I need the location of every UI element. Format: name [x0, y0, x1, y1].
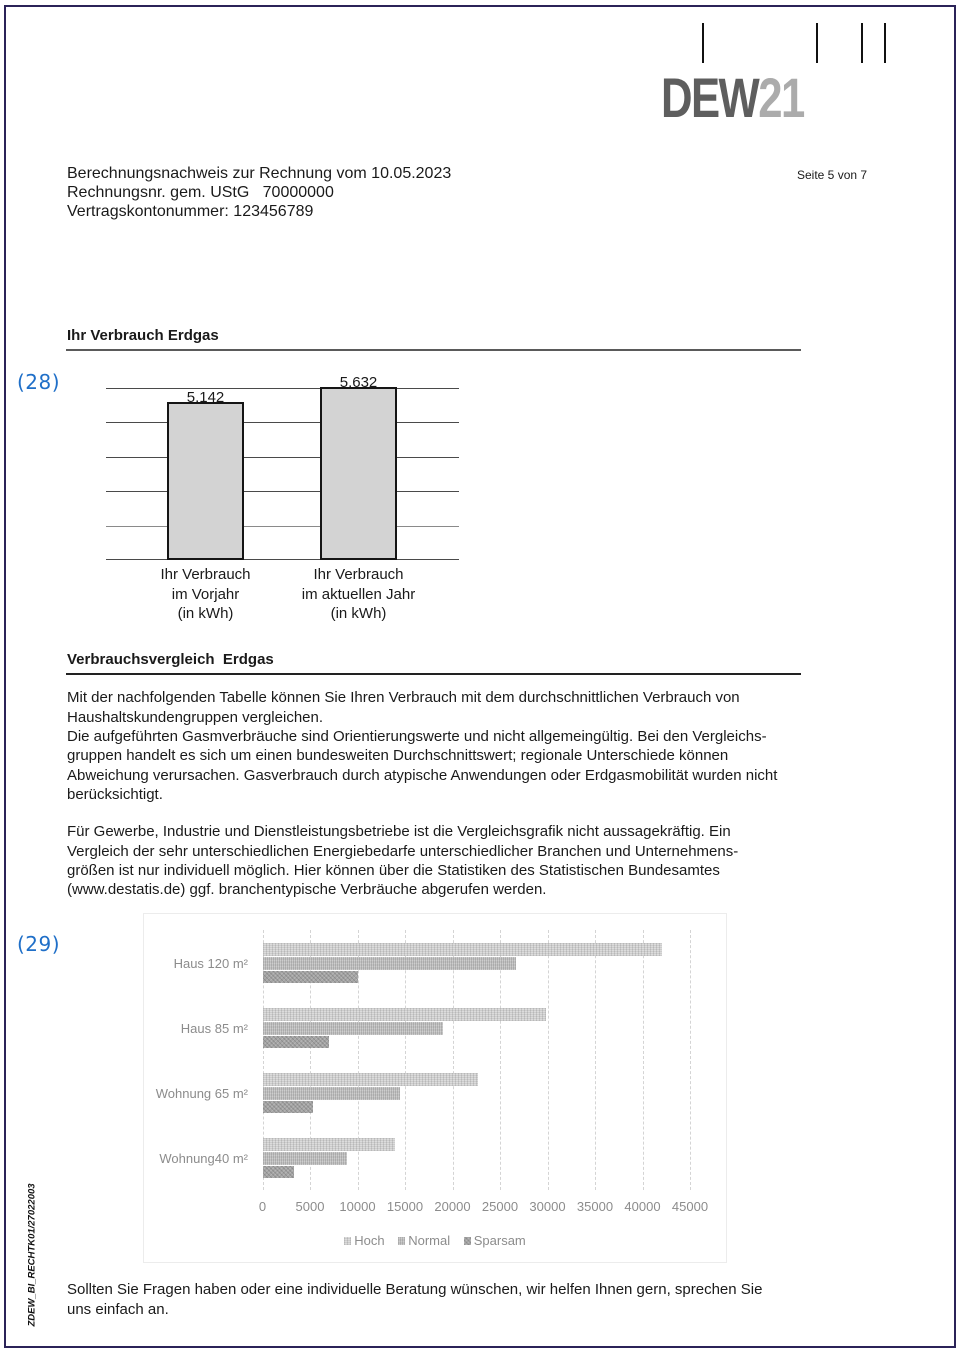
category-label-previous-year — [131, 565, 281, 624]
bar-normal — [263, 957, 517, 970]
category-label-line: Ihr Verbrauch — [313, 566, 404, 583]
text-line: größen ist nur individuell möglich. Hier können über die Statistiken des Statistischen Bundesamtes — [67, 861, 720, 879]
bar-group-wohnung-65 — [263, 1073, 479, 1114]
document-title: Berechnungsnachweis zur Rechnung vom 10.05.2023 — [67, 165, 452, 182]
category-label: Wohnung 65 m² — [155, 1086, 248, 1101]
text-line: gruppen handelt es sich um einen bundesweiten Durchschnittswert; regionale Unterschiede können — [67, 747, 729, 765]
bar-group-haus-85 — [263, 1008, 546, 1049]
section-divider — [66, 349, 801, 351]
text-line: Für Gewerbe, Industrie und Dienstleistungsbetriebe ist die Vergleichsgrafik nicht aussagekräftig. Ein — [67, 823, 731, 841]
section-heading-consumption: Ihr Verbrauch Erdgas — [67, 327, 219, 344]
legend-label: Sparsam — [473, 1233, 526, 1248]
bar-hoch — [263, 1073, 479, 1086]
logo-text-dew: DEW — [661, 66, 759, 129]
document-form-code: ZDEW_BI_RECHTK01/27022003 — [26, 1183, 38, 1327]
category-label: Haus 120 m² — [173, 956, 248, 971]
legend-swatch-icon — [398, 1237, 405, 1245]
category-label-line: (in kWh) — [330, 605, 387, 622]
consumption-bar-chart — [106, 374, 459, 560]
category-label-line: im Vorjahr — [171, 585, 240, 603]
logo-text-21: 21 — [758, 66, 804, 129]
company-logo — [661, 66, 804, 129]
text-line: Abweichung verursachen. Gasverbrauch durch atypische Anwendungen oder Erdgasmobilität wurden nicht — [67, 766, 778, 784]
closing-paragraph — [67, 1280, 762, 1319]
category-label-current-year — [284, 565, 434, 624]
bar-current-year — [320, 374, 397, 560]
bar-group-wohnung-40 — [263, 1138, 395, 1179]
x-tick-label: 25000 — [481, 1199, 519, 1214]
bar-previous-year — [167, 389, 244, 560]
text-line: Sollten Sie Fragen haben oder eine individuelle Beratung wünschen, wir helfen Ihnen gern, sprechen Sie — [67, 1281, 763, 1299]
gridline — [690, 930, 691, 1190]
invoice-number: Rechnungsnr. gem. UStG 70000000 — [67, 184, 334, 201]
text-line: Haushaltskundengruppen vergleichen. — [67, 708, 324, 726]
gridline — [106, 422, 459, 423]
bar-sparsam — [263, 1101, 313, 1114]
bar-value-label: 5.142 — [186, 389, 225, 407]
bar-hoch — [263, 1008, 546, 1021]
legend-label: Hoch — [354, 1233, 385, 1248]
bar-group-haus-120 — [263, 943, 662, 984]
registration-mark — [816, 23, 818, 63]
category-label: Haus 85 m² — [180, 1021, 248, 1036]
bar-normal — [263, 1022, 444, 1035]
x-tick-label: 5000 — [295, 1199, 325, 1214]
x-tick-label: 0 — [258, 1199, 267, 1214]
page-indicator: Seite 5 von 7 — [797, 168, 868, 182]
comparison-intro-paragraph — [67, 688, 777, 804]
x-tick-label: 40000 — [624, 1199, 661, 1214]
document-header — [67, 164, 451, 221]
legend-swatch-icon — [464, 1237, 471, 1245]
x-tick-label: 45000 — [671, 1199, 709, 1214]
text-line: Mit der nachfolgenden Tabelle können Sie Ihren Verbrauch mit dem durchschnittlichen Verbrauch von — [67, 689, 740, 707]
legend-item-hoch — [344, 1233, 384, 1249]
section-divider — [66, 673, 801, 675]
bar-sparsam — [263, 1036, 330, 1049]
gridline — [106, 457, 459, 458]
text-line: (www.destatis.de) ggf. branchentypische Verbräuche abgerufen werden. — [67, 881, 547, 899]
category-label-line: Ihr Verbrauch — [160, 566, 251, 583]
annotation-marker-28: (28) — [17, 370, 61, 394]
legend-item-normal — [398, 1233, 450, 1249]
bar-hoch — [263, 1138, 395, 1151]
category-label-line: (in kWh) — [177, 605, 234, 622]
bar-normal — [263, 1152, 348, 1165]
annotation-marker-29: (29) — [17, 932, 61, 956]
text-line: berücksichtigt. — [67, 785, 163, 803]
account-number: Vertragskontonummer: 123456789 — [67, 203, 314, 220]
x-tick-label: 20000 — [434, 1199, 471, 1214]
category-label: Wohnung40 m² — [159, 1151, 248, 1166]
text-line: Die aufgeführten Gasmverbräuche sind Orientierungswerte und nicht allgemeingültig. Bei den Vergleichs- — [67, 727, 767, 745]
bar-sparsam — [263, 1166, 294, 1179]
chart-legend — [144, 1233, 726, 1249]
registration-mark — [702, 23, 704, 63]
x-tick-label: 15000 — [386, 1199, 424, 1214]
gridline — [106, 388, 459, 389]
x-tick-label: 30000 — [529, 1199, 566, 1214]
text-line: Vergleich der sehr unterschiedlichen Energiebedarfe unterschiedlicher Branchen und Unternehmens- — [67, 842, 739, 860]
baseline — [106, 559, 459, 560]
bar-sparsam — [263, 971, 358, 984]
legend-label: Normal — [408, 1233, 451, 1248]
x-tick-label: 35000 — [576, 1199, 614, 1214]
registration-mark — [861, 23, 863, 63]
gridline — [106, 491, 459, 492]
legend-item-sparsam — [464, 1233, 526, 1249]
category-label-line: im aktuellen Jahr — [301, 585, 416, 603]
comparison-bar-chart — [143, 913, 727, 1263]
registration-mark — [884, 23, 886, 63]
text-line: uns einfach an. — [67, 1300, 169, 1318]
bar-hoch — [263, 943, 662, 956]
bar-normal — [263, 1087, 401, 1100]
gridline — [106, 526, 459, 527]
section-heading-comparison: Verbrauchsvergleich Erdgas — [67, 651, 274, 668]
business-notice-paragraph — [67, 822, 738, 899]
x-tick-label: 10000 — [339, 1199, 376, 1214]
bar-value-label: 5.632 — [339, 374, 378, 392]
legend-swatch-icon — [344, 1237, 351, 1245]
